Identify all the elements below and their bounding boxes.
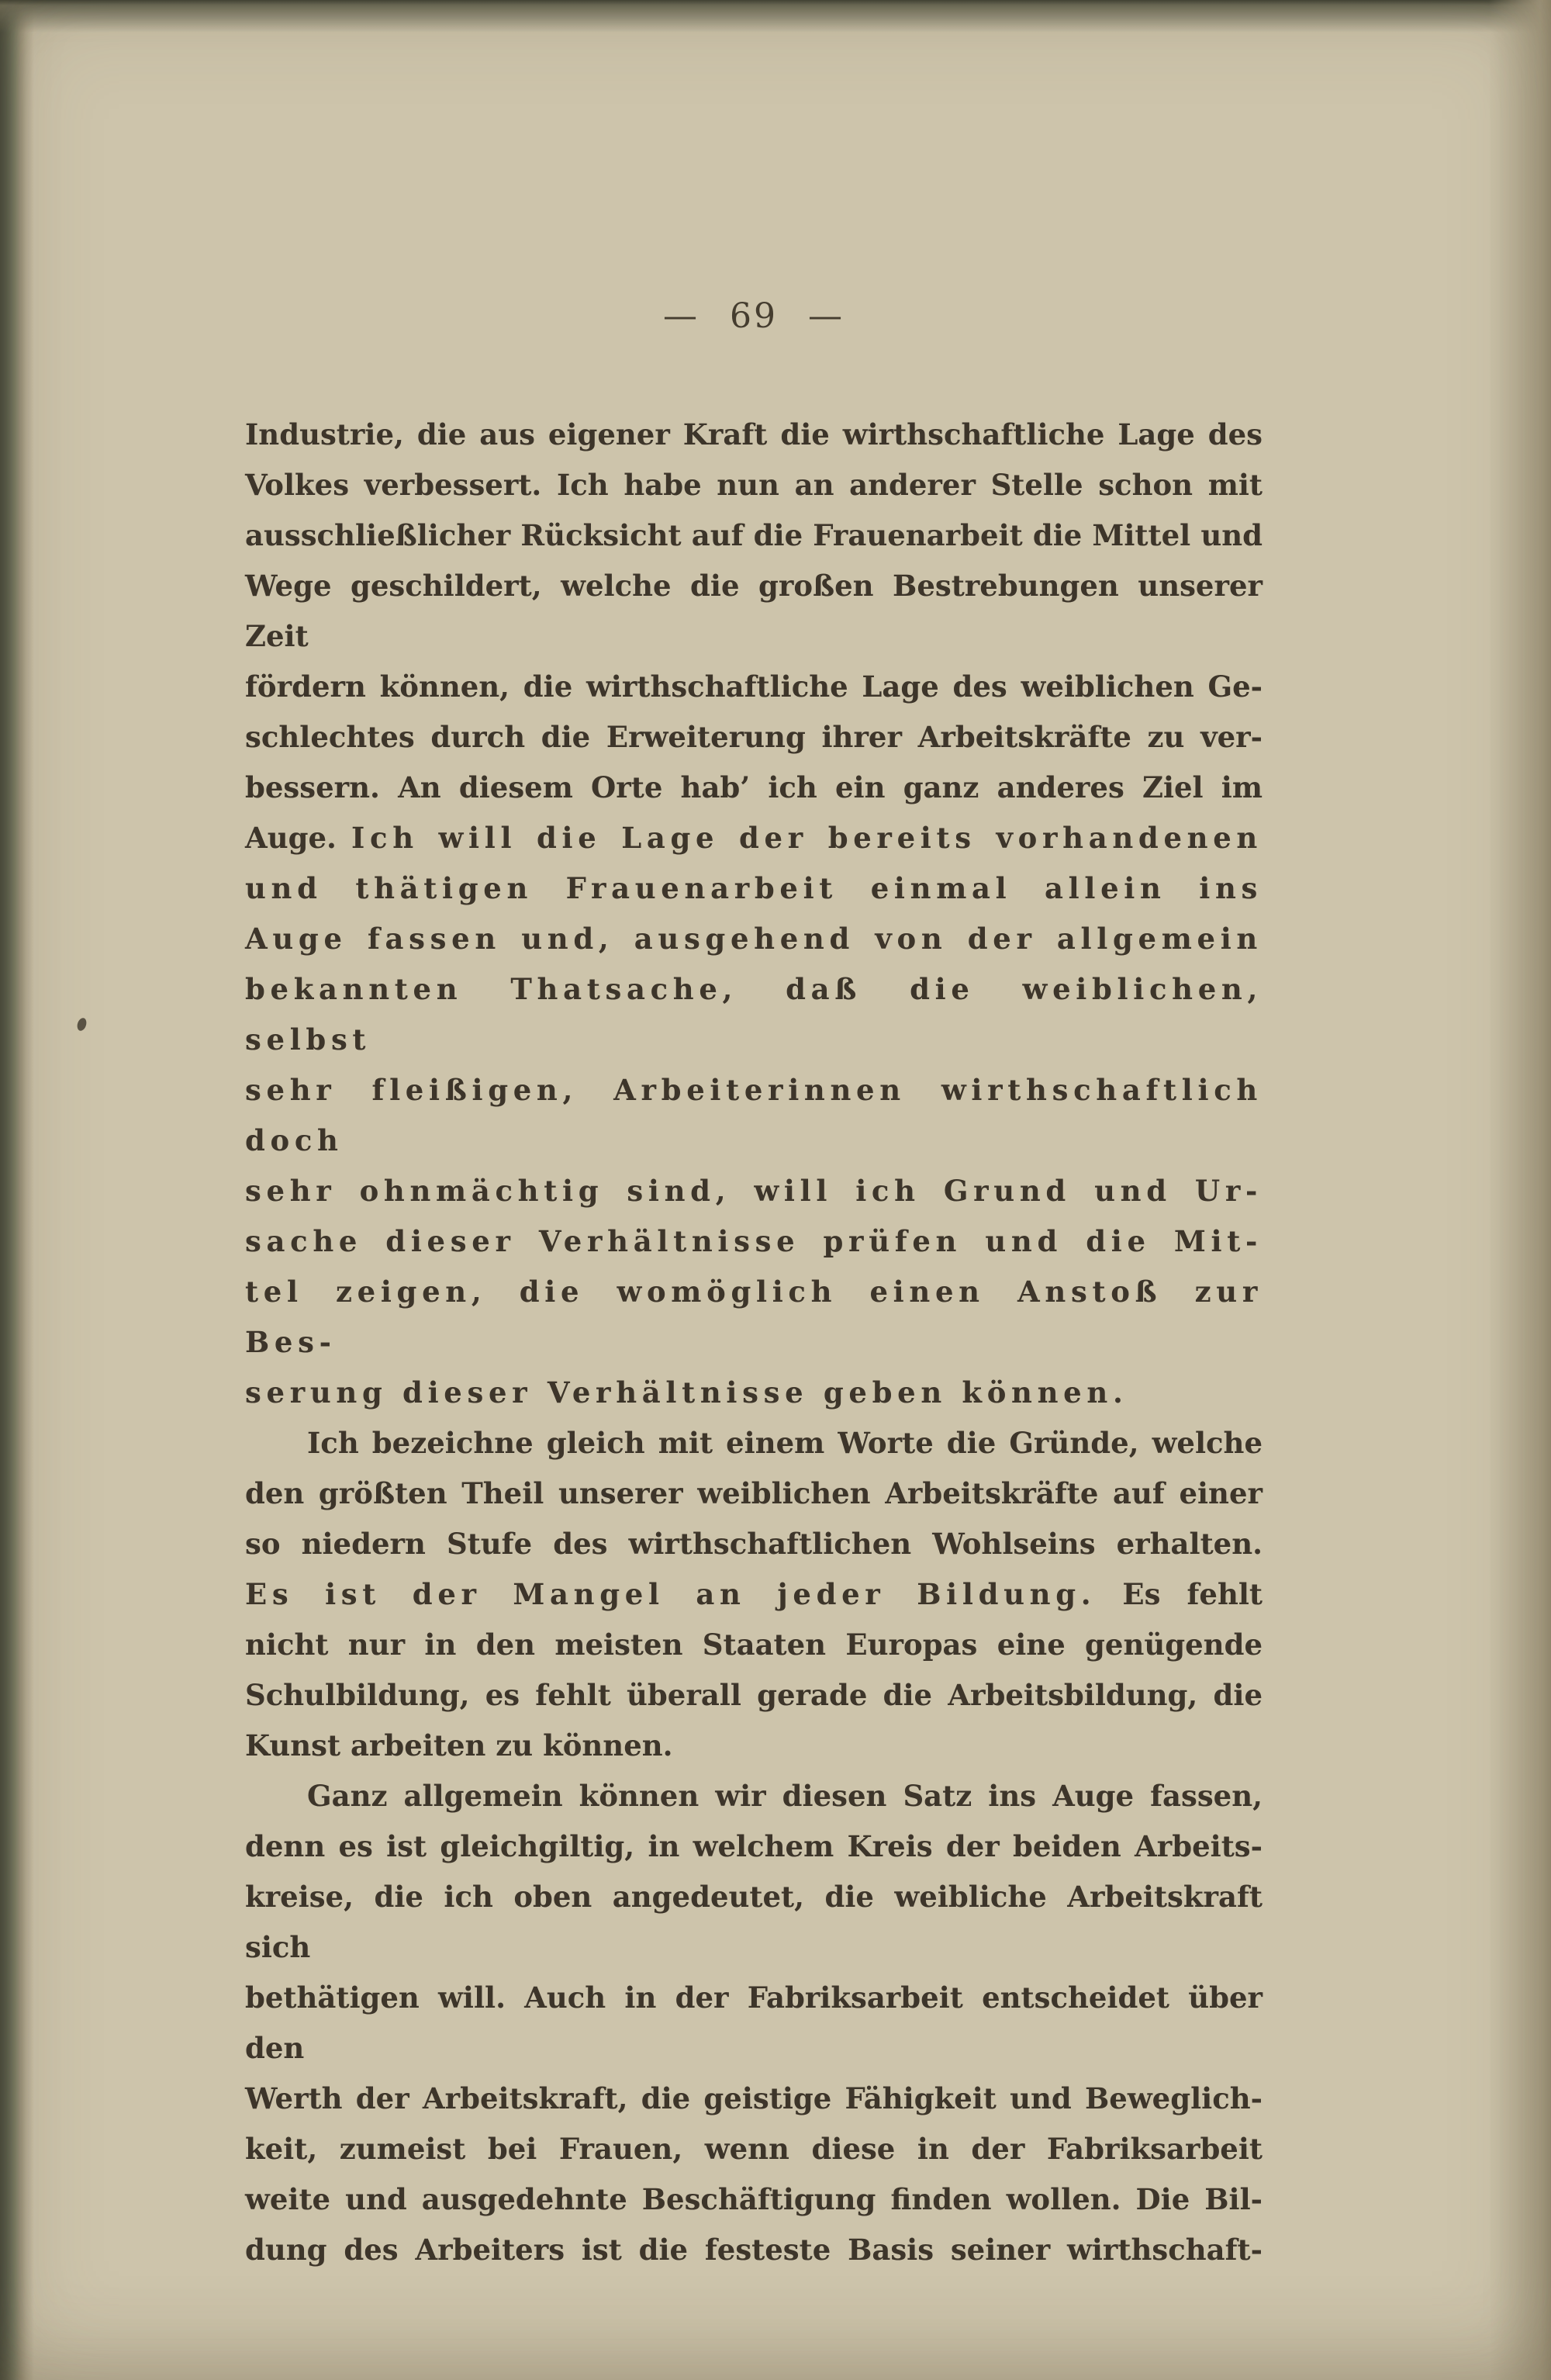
emphasized-letterspaced-text: tel zeigen, die womöglich einen Anstoß zur Bes- [245,1275,1263,1359]
body-text: Ich bezeichne gleich mit einem Worte die Gründe, welche [307,1426,1263,1460]
text-line [245,863,1263,914]
body-text: keit, zumeist bei Frauen, wenn diese in der Fabriksarbeit [245,2132,1263,2166]
body-text: kreise, die ich oben angedeutet, die weibliche Arbeitskraft sich [245,1880,1263,1964]
text-line [245,1973,1263,2074]
body-text: Ganz allgemein können wir diesen Satz ins Auge fassen, [307,1779,1263,1813]
text-line [245,410,1263,460]
body-text: ausschließlicher Rücksicht auf die Frauenarbeit die Mittel und [245,518,1263,552]
emphasized-letterspaced-text: sehr ohnmächtig sind, will ich Grund und Ur- [245,1174,1263,1208]
emphasized-letterspaced-text: sehr fleißigen, Arbeiterinnen wirthschaftlich doch [245,1073,1263,1157]
text-line [245,914,1263,964]
body-text: bessern. An diesem Orte hab’ ich ein ganz anderes Ziel im [245,770,1263,804]
emphasized-letterspaced-text: Auge fassen und, ausgehend von der allgemein [245,922,1263,956]
text-line [245,2074,1263,2124]
body-text: nicht nur in den meisten Staaten Europas eine genügende [245,1628,1263,1662]
text-line [245,1418,1263,1468]
text-line [245,1267,1263,1368]
text-line [245,1620,1263,1670]
emphasized-letterspaced-text: und thätigen Frauenarbeit einmal allein ins [245,871,1263,905]
emphasized-letterspaced-text: bekannten Thatsache, daß die weiblichen, selbst [245,972,1263,1057]
body-text: Wege geschildert, welche die großen Bestrebungen unserer Zeit [245,569,1263,653]
text-line [245,1569,1263,1620]
body-text: Werth der Arbeitskraft, die geistige Fähigkeit und Beweglich- [245,2081,1263,2115]
text-block [245,410,1263,2275]
text-line [245,2174,1263,2225]
emphasized-letterspaced-text: sache dieser Verhältnisse prüfen und die Mit- [245,1224,1263,1258]
body-text: Volkes verbessert. Ich habe nun an anderer Stelle schon mit [245,468,1263,502]
text-line [245,460,1263,510]
text-line [245,964,1263,1065]
text-line [245,510,1263,561]
body-text: Schulbildung, es fehlt überall gerade die Arbeitsbildung, die [245,1678,1263,1712]
body-text: bethätigen will. Auch in der Fabriksarbeit entscheidet über den [245,1980,1263,2065]
body-text: weite und ausgedehnte Beschäftigung finden wollen. Die Bil- [245,2182,1263,2216]
body-text: Es fehlt [1096,1577,1263,1611]
text-line [245,763,1263,813]
text-line [245,1368,1263,1418]
text-line [245,1065,1263,1166]
body-text: den größten Theil unserer weiblichen Arbeitskräfte auf einer [245,1476,1263,1510]
body-text: denn es ist gleichgiltig, in welchem Kreis der beiden Arbeits- [245,1829,1263,1863]
text-line [245,2124,1263,2174]
text-line [245,1821,1263,1872]
emphasized-letterspaced-text: serung dieser Verhältnisse geben können. [245,1375,1128,1410]
text-line [245,1872,1263,1973]
ink-speck [76,1017,88,1033]
body-text: fördern können, die wirthschaftliche Lage des weiblichen Ge- [245,669,1263,704]
body-text: Kunst arbeiten zu können. [245,1728,673,1763]
page-number-header: — 69 — [663,296,845,336]
body-text: schlechtes durch die Erweiterung ihrer Arbeitskräfte zu ver- [245,720,1263,754]
text-line [245,1721,1263,1771]
text-line [245,2225,1263,2275]
text-line [245,712,1263,763]
body-text: dung des Arbeiters ist die festeste Basis seiner wirthschaft- [245,2233,1263,2267]
text-line [245,1670,1263,1721]
emphasized-letterspaced-text: Es ist der Mangel an jeder Bildung. [245,1577,1097,1611]
emphasized-letterspaced-text: Ich will die Lage der bereits vorhandenen [351,821,1263,855]
scan-right-edge-shadow [1489,0,1551,2380]
book-binding-edge [0,0,34,2380]
body-text: so niedern Stufe des wirthschaftlichen Wohlseins erhalten. [245,1527,1263,1561]
text-line [245,1771,1263,1821]
text-line [245,813,1263,863]
text-line [245,1166,1263,1216]
body-text: Industrie, die aus eigener Kraft die wirthschaftliche Lage des [245,417,1263,451]
text-line [245,1216,1263,1267]
text-line [245,662,1263,712]
text-line [245,1519,1263,1569]
text-line [245,561,1263,662]
text-line [245,1468,1263,1519]
scan-top-edge-shadow [0,0,1551,33]
body-text: Auge. [245,821,352,855]
